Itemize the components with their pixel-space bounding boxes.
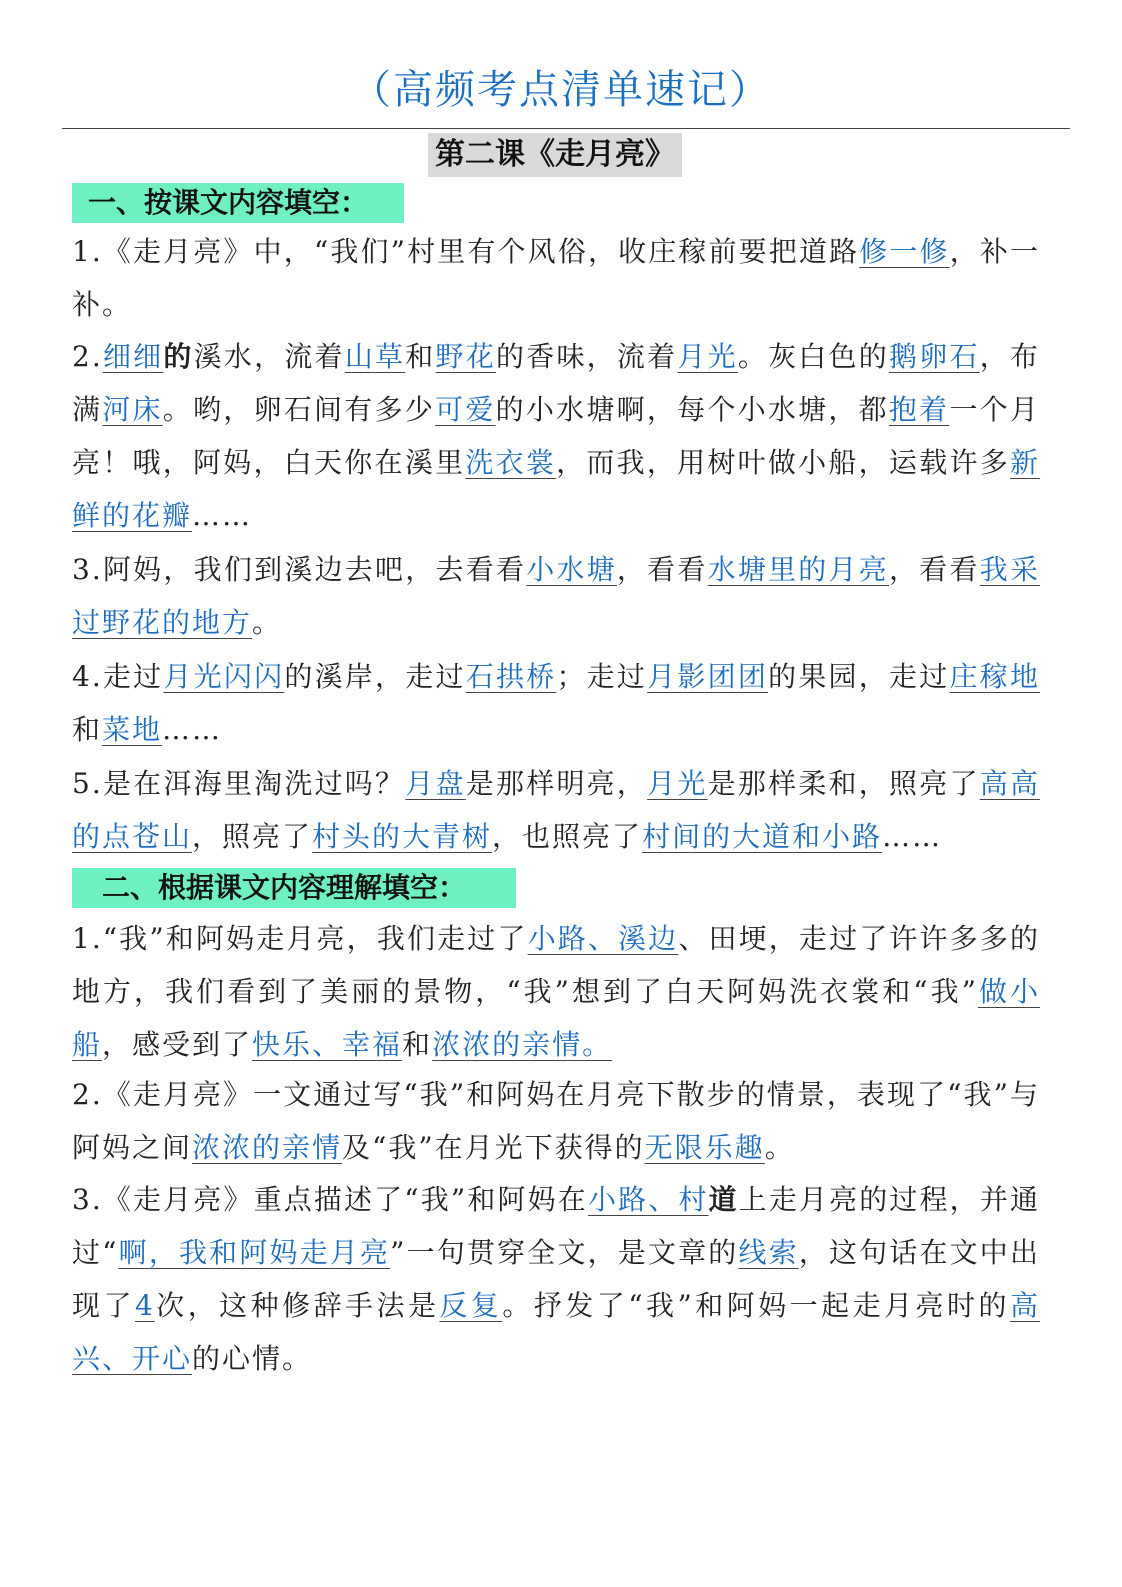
- s1-question-1: [72, 225, 1040, 331]
- answer: 庄稼地: [949, 660, 1040, 693]
- s1-question-2: [72, 330, 1040, 542]
- text: ，这句话在文中出现了: [72, 1236, 1040, 1322]
- text: 的: [163, 340, 194, 373]
- text: 的心情。: [192, 1342, 313, 1375]
- text: 3.阿妈，我们到溪边去吧，去看看: [72, 553, 527, 586]
- s2-question-3: [72, 1173, 1040, 1385]
- text: 2.: [72, 340, 103, 373]
- text: 的果园，走过: [768, 660, 950, 693]
- answer: 抱着: [888, 393, 950, 426]
- answer: 村间的大道和小路: [642, 820, 883, 853]
- text: 、田埂，走过了许许多多的地方，我们看到了美丽的景物，“我”想到了白天阿妈洗衣裳和“我”: [72, 922, 1040, 1008]
- answer: 小路、溪边: [527, 922, 679, 955]
- answer: 野花: [435, 340, 496, 373]
- answer: 新鲜的花瓣: [72, 446, 1040, 532]
- text: 2.《走月亮》一文通过写“我”和阿妈在月亮下散步的情景，表现了“我”与阿妈之间: [72, 1078, 1040, 1164]
- text: ，而我，用树叶做小船，运载许多: [556, 446, 1010, 479]
- answer: 我采过野花的地方: [72, 553, 1040, 639]
- text: 是那样柔和，照亮了: [707, 767, 980, 800]
- answer: 高兴、开心: [72, 1289, 1040, 1375]
- s2-question-1: [72, 912, 1040, 1071]
- answer: 村头的大青树: [312, 820, 493, 853]
- text: 。哟，卵石间有多少: [162, 393, 436, 426]
- text: 5.是在洱海里淘洗过吗？: [72, 767, 406, 800]
- answer: 浓浓的亲情: [432, 1028, 583, 1061]
- text: ；走过: [556, 660, 648, 693]
- answer: 做小船: [72, 975, 1040, 1061]
- text: ，照亮了: [192, 820, 313, 853]
- s1-question-5: [72, 757, 1040, 863]
- s1-question-3: [72, 543, 1040, 649]
- answer: 线索: [738, 1236, 799, 1269]
- text: 1.“我”和阿妈走月亮，我们走过了: [72, 922, 528, 955]
- answer: 反复: [439, 1289, 503, 1322]
- text: 和: [72, 713, 103, 746]
- text: 1.《走月亮》中，“我们”村里有个风俗，收庄稼前要把道路: [72, 235, 860, 268]
- answer: 可爱: [435, 393, 496, 426]
- answer: 月盘: [405, 767, 466, 800]
- answer: 啊，我和阿妈走月亮: [118, 1236, 391, 1269]
- text: 溪水，流着: [193, 340, 345, 373]
- text: 。: [252, 606, 283, 639]
- answer: 小水塘: [526, 553, 617, 586]
- text: ……: [882, 820, 943, 853]
- s2-question-2: [72, 1068, 1040, 1174]
- text: ，感受到了: [102, 1028, 253, 1061]
- answer: 洗衣裳: [465, 446, 557, 479]
- text: 和: [405, 340, 436, 373]
- text: ，看看: [889, 553, 980, 586]
- answer: 细细: [102, 340, 164, 373]
- header-divider: [62, 128, 1070, 129]
- text: 一个月亮！哦，阿妈，白天你在溪里: [72, 393, 1040, 479]
- text: ，布满: [72, 340, 1040, 426]
- s1-question-4: [72, 650, 1040, 756]
- text: 。灰白色的: [737, 340, 889, 373]
- answer: 鹅卵石: [889, 340, 980, 373]
- text: 次，这种修辞手法是: [154, 1289, 440, 1322]
- text: 的小水塘啊，每个小水塘，都: [495, 393, 889, 426]
- text: 。: [764, 1131, 795, 1164]
- answer: 。: [582, 1028, 613, 1061]
- answer: 山草: [344, 340, 406, 373]
- section-1-heading: 一、按课文内容填空：: [72, 183, 404, 223]
- text: 是那样明亮，: [465, 767, 648, 800]
- answer: 菜地: [102, 713, 163, 746]
- answer: 浓浓的亲情: [192, 1131, 343, 1164]
- text: ……: [162, 713, 223, 746]
- text: 道: [708, 1183, 739, 1216]
- answer: 河床: [102, 393, 163, 426]
- answer: 石拱桥: [465, 660, 557, 693]
- text: 的香味，流着: [495, 340, 678, 373]
- text: 。抒发了“我”和阿妈一起走月亮时的: [502, 1289, 1010, 1322]
- text: ……: [192, 499, 253, 532]
- answer: 水塘里的月亮: [707, 553, 890, 586]
- answer: 无限乐趣: [644, 1131, 765, 1164]
- text: ，也照亮了: [492, 820, 643, 853]
- answer: 高高的点苍山: [72, 767, 1040, 853]
- lesson-title: 第二课《走月亮》: [428, 133, 682, 177]
- text: ，补一补。: [72, 235, 1040, 321]
- text: ”一句贯穿全文，是文章的: [390, 1236, 739, 1269]
- text: ，看看: [616, 553, 708, 586]
- text: 和: [402, 1028, 433, 1061]
- section-2-heading: 二、根据课文内容理解填空：: [72, 868, 516, 908]
- text: 的溪岸，走过: [284, 660, 466, 693]
- answer: 月光: [647, 767, 708, 800]
- answer: 月影团团: [647, 660, 769, 693]
- answer: 月光闪闪: [163, 660, 285, 693]
- answer: 小路、村: [587, 1183, 709, 1216]
- text: 及“我”在月光下获得的: [342, 1131, 645, 1164]
- text: 上走月亮的过程，并通过“: [72, 1183, 1040, 1269]
- answer: 快乐、幸福: [252, 1028, 403, 1061]
- text: 3.《走月亮》重点描述了“我”和阿妈在: [72, 1183, 588, 1216]
- answer: 月光: [677, 340, 738, 373]
- answer: 4: [134, 1289, 155, 1322]
- text: 4.走过: [72, 660, 164, 693]
- answer: 修一修: [859, 235, 950, 268]
- page-header-title: （高频考点清单速记）: [351, 67, 771, 113]
